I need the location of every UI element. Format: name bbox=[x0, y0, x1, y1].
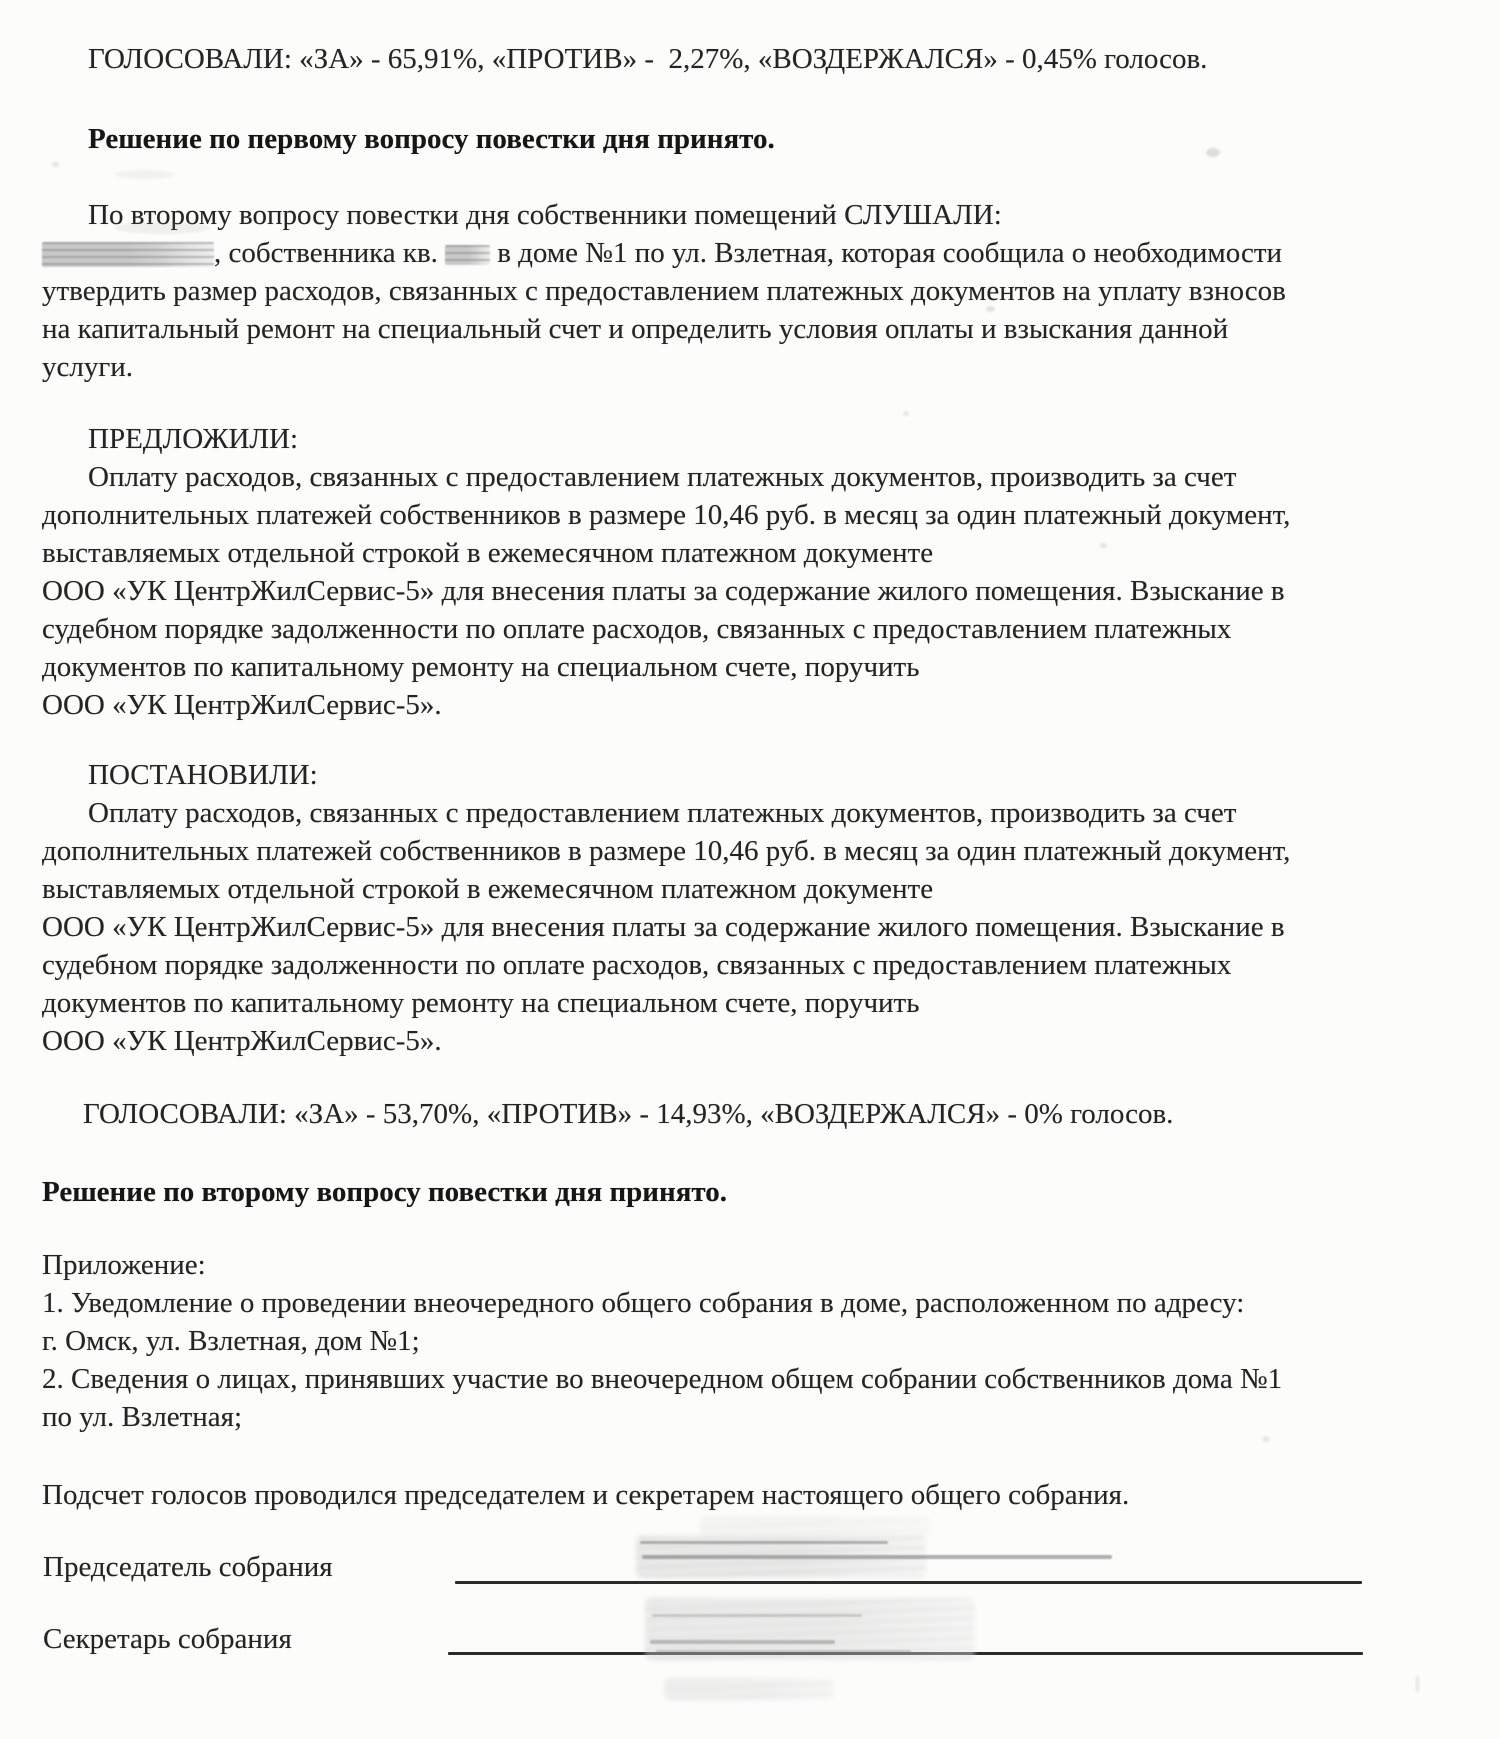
q1-decision bbox=[42, 120, 775, 158]
attachment-line: 2. Сведения о лицах, принявших участие во внеочередном общем собрании собственников дома №1 bbox=[42, 1363, 1283, 1395]
attachment-line: 1. Уведомление о проведении внеочередного общего собрания в доме, расположенном по адресу: bbox=[42, 1287, 1245, 1319]
attachments-section bbox=[42, 1246, 1282, 1436]
scan-noise bbox=[1206, 148, 1220, 157]
paragraph-line: документов по капитальному ремонту на специальном счете, поручить bbox=[42, 651, 920, 683]
q2-heard-section bbox=[42, 196, 1286, 386]
counting-note-text: Подсчет голосов проводился председателем и секретарем настоящего общего собрания. bbox=[42, 1479, 1130, 1511]
q1-voting-text: ГОЛОСОВАЛИ: «ЗА» - 65,91%, «ПРОТИВ» - 2,27%, «ВОЗДЕРЖАЛСЯ» - 0,45% голосов. bbox=[88, 43, 1208, 75]
scan-noise bbox=[1262, 1436, 1270, 1442]
chairman-signature-line bbox=[455, 1581, 1362, 1584]
proposed-heading: ПРЕДЛОЖИЛИ: bbox=[88, 423, 299, 455]
attachment-line: г. Омск, ул. Взлетная, дом №1; bbox=[42, 1325, 420, 1357]
scan-noise bbox=[115, 170, 175, 179]
attachments-heading: Приложение: bbox=[42, 1249, 206, 1281]
redacted-signature-smudge bbox=[664, 1678, 834, 1700]
scan-noise bbox=[1416, 1676, 1419, 1692]
q2-heard-speaker-line bbox=[42, 234, 1286, 272]
resolved-section bbox=[42, 756, 1290, 1060]
counting-note bbox=[42, 1476, 1129, 1514]
paragraph-line: судебном порядке задолженности по оплате расходов, связанных с предоставлением платежных bbox=[42, 613, 1232, 645]
signature-ink-streak bbox=[656, 1650, 911, 1653]
chairman-signature-label: Председатель собрания bbox=[43, 1551, 333, 1583]
paragraph-line: дополнительных платежей собственников в размере 10,46 руб. в месяц за один платежный документ, bbox=[42, 499, 1291, 531]
paragraph-line: ООО «УК ЦентрЖилСервис-5». bbox=[42, 689, 442, 721]
paragraph-line: выставляемых отдельной строкой в ежемесячном платежном документе bbox=[42, 537, 934, 569]
paragraph-line: ООО «УК ЦентрЖилСервис-5» для внесения платы за содержание жилого помещения. Взыскание в bbox=[42, 575, 1285, 607]
scan-noise bbox=[52, 162, 59, 167]
signature-ink-streak bbox=[642, 1555, 1112, 1559]
speaker-text-after-apartment: в доме №1 по ул. Взлетная, которая сообщила о необходимости bbox=[497, 237, 1283, 269]
redacted-signature-smudge bbox=[700, 1516, 930, 1538]
scan-noise bbox=[115, 222, 210, 234]
q1-decision-text: Решение по первому вопросу повестки дня принято. bbox=[88, 123, 775, 155]
paragraph-line: дополнительных платежей собственников в размере 10,46 руб. в месяц за один платежный документ, bbox=[42, 835, 1291, 867]
q2-heard-line3: на капитальный ремонт на специальный счет и определить условия оплаты и взыскания данной bbox=[42, 313, 1229, 345]
secretary-signature-label: Секретарь собрания bbox=[43, 1623, 292, 1655]
paragraph-line: ООО «УК ЦентрЖилСервис-5» для внесения платы за содержание жилого помещения. Взыскание в bbox=[42, 911, 1285, 943]
scan-noise bbox=[903, 411, 909, 416]
paragraph-line: Оплату расходов, связанных с предоставлением платежных документов, производить за счет bbox=[88, 461, 1237, 493]
signature-ink-streak bbox=[652, 1614, 862, 1617]
redacted-owner-name bbox=[42, 242, 214, 267]
signature-ink-streak bbox=[640, 1541, 888, 1544]
paragraph-line: судебном порядке задолженности по оплате расходов, связанных с предоставлением платежных bbox=[42, 949, 1232, 981]
q2-voting-text: ГОЛОСОВАЛИ: «ЗА» - 53,70%, «ПРОТИВ» - 14,93%, «ВОЗДЕРЖАЛСЯ» - 0% голосов. bbox=[83, 1098, 1174, 1130]
scan-noise bbox=[986, 306, 995, 312]
attachment-line: по ул. Взлетная; bbox=[42, 1401, 243, 1433]
q2-voting-result bbox=[42, 1095, 1173, 1133]
paragraph-line: выставляемых отдельной строкой в ежемесячном платежном документе bbox=[42, 873, 934, 905]
scan-noise bbox=[1100, 543, 1107, 548]
speaker-text-after-name: , собственника кв. bbox=[214, 237, 446, 269]
proposed-section bbox=[42, 420, 1290, 724]
paragraph-line: документов по капитальному ремонту на специальном счете, поручить bbox=[42, 987, 920, 1019]
resolved-heading: ПОСТАНОВИЛИ: bbox=[88, 759, 318, 791]
q2-decision-text: Решение по второму вопросу повестки дня принято. bbox=[42, 1176, 728, 1208]
q2-decision bbox=[42, 1173, 727, 1211]
q2-heard-heading: По второму вопросу повестки дня собственники помещений СЛУШАЛИ: bbox=[88, 199, 1002, 231]
q2-heard-line2: утвердить размер расходов, связанных с предоставлением платежных документов на уплату взносов bbox=[42, 275, 1286, 307]
paragraph-line: ООО «УК ЦентрЖилСервис-5». bbox=[42, 1025, 442, 1057]
q2-heard-line4: услуги. bbox=[42, 351, 134, 383]
redacted-apartment-number bbox=[445, 245, 490, 265]
paragraph-line: Оплату расходов, связанных с предоставлением платежных документов, производить за счет bbox=[88, 797, 1237, 829]
q1-voting-result bbox=[42, 40, 1207, 78]
signature-ink-streak bbox=[650, 1640, 835, 1644]
